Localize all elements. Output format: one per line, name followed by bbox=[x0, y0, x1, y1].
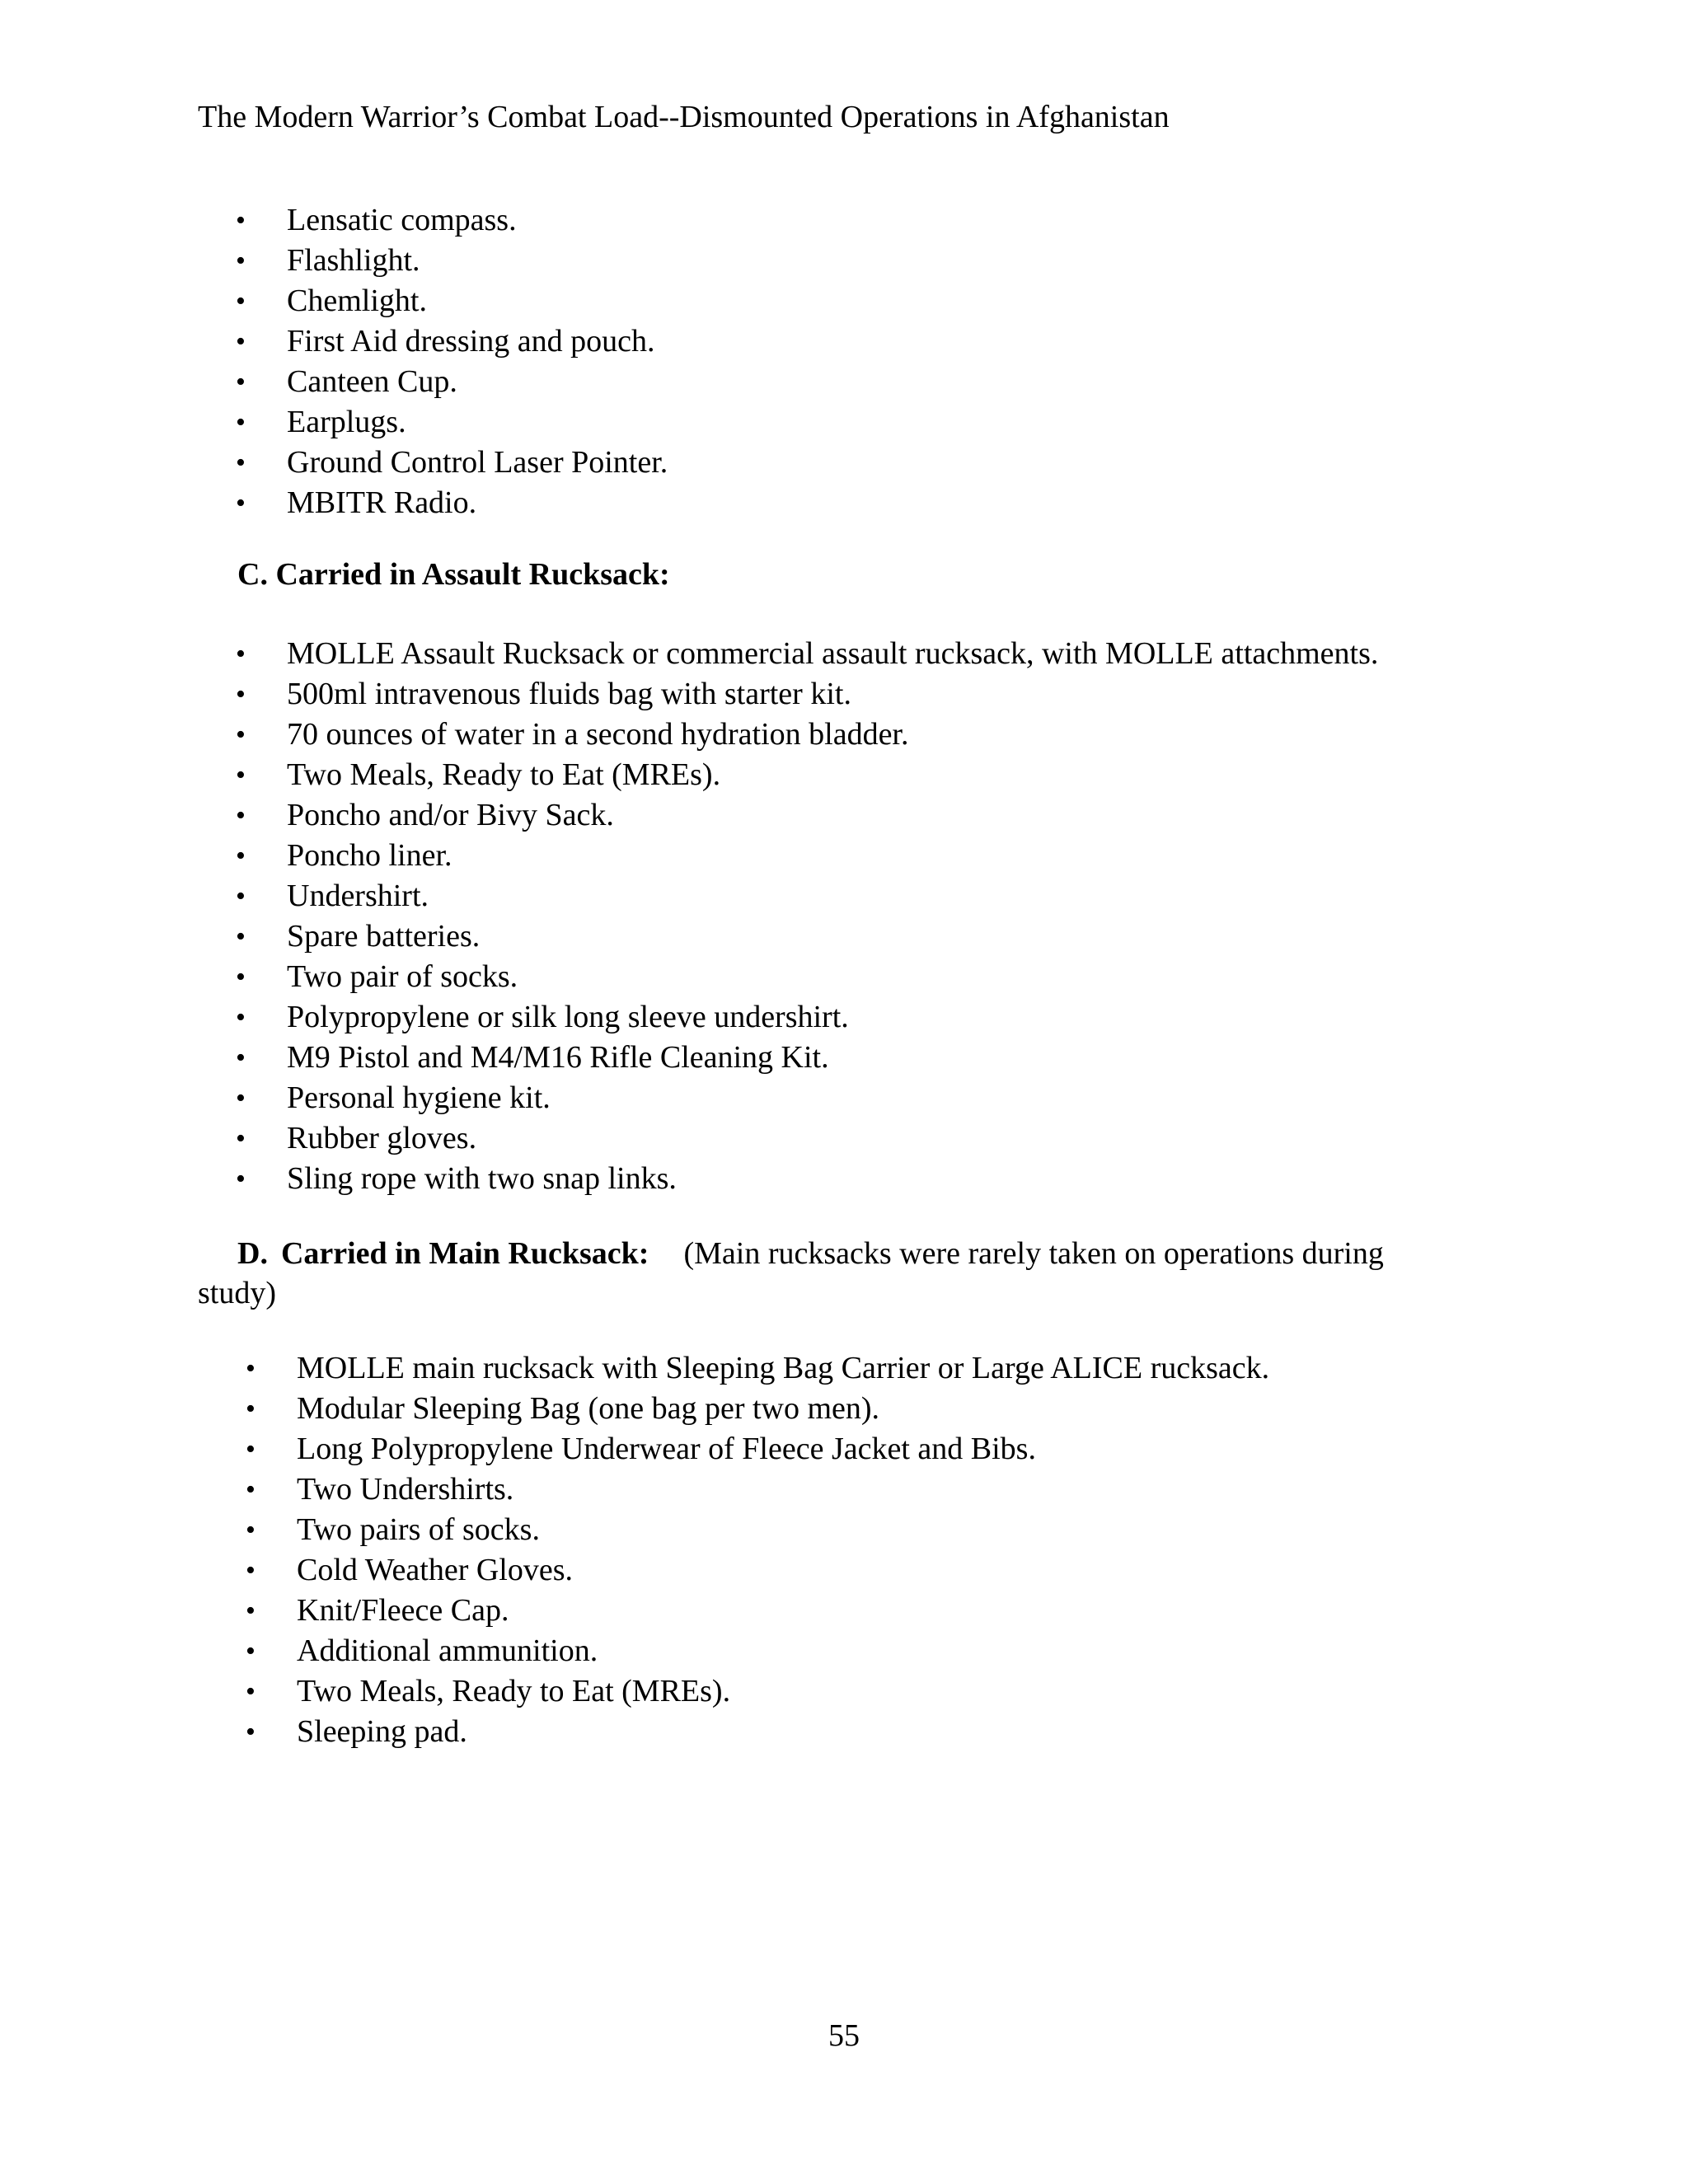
list-item-text: Two Meals, Ready to Eat (MREs). bbox=[297, 1674, 731, 1708]
bullet-icon: • bbox=[246, 1474, 256, 1505]
list-item-text: Sling rope with two snap links. bbox=[287, 1161, 677, 1196]
bullet-icon: • bbox=[236, 246, 246, 276]
bullet-icon: • bbox=[236, 326, 246, 357]
list-item-text: Additional ammunition. bbox=[297, 1633, 598, 1668]
list-item-text: Two Meals, Ready to Eat (MREs). bbox=[287, 757, 721, 792]
list-item-text: MBITR Radio. bbox=[287, 485, 477, 520]
bullet-icon: • bbox=[246, 1434, 256, 1465]
bullet-icon: • bbox=[236, 1083, 246, 1113]
list-item-text: Two pairs of socks. bbox=[297, 1512, 540, 1547]
bullet-icon: • bbox=[236, 1002, 246, 1033]
section-d-letter: D. bbox=[237, 1236, 268, 1271]
list-item-text: Flashlight. bbox=[287, 243, 420, 278]
bullet-icon: • bbox=[236, 205, 246, 236]
list-item-text: MOLLE Assault Rucksack or commercial assault rucksack, with MOLLE attachments. bbox=[287, 636, 1379, 671]
bullet-icon: • bbox=[246, 1394, 256, 1424]
bullet-icon: • bbox=[236, 448, 246, 478]
list-item-text: Earplugs. bbox=[287, 405, 406, 439]
bullet-icon: • bbox=[246, 1676, 256, 1707]
list-item-text: Ground Control Laser Pointer. bbox=[287, 445, 668, 480]
list-item-text: Spare batteries. bbox=[287, 919, 481, 954]
bullet-icon: • bbox=[236, 881, 246, 912]
list-item-text: Two pair of socks. bbox=[287, 959, 518, 994]
bullet-icon: • bbox=[236, 286, 246, 316]
list-item-text: Personal hygiene kit. bbox=[287, 1080, 551, 1115]
bullet-icon: • bbox=[246, 1636, 256, 1666]
section-c-heading: C. Carried in Assault Rucksack: bbox=[237, 557, 670, 592]
list-item-text: Chemlight. bbox=[287, 284, 427, 318]
list-item-text: Rubber gloves. bbox=[287, 1121, 477, 1155]
list-item-text: Canteen Cup. bbox=[287, 364, 457, 399]
list-item-text: Undershirt. bbox=[287, 879, 429, 913]
section-d-title: Carried in Main Rucksack: bbox=[280, 1236, 649, 1271]
bullet-icon: • bbox=[236, 1043, 246, 1073]
section-d-note-continuation: study) bbox=[198, 1276, 276, 1310]
list-item-text: Two Undershirts. bbox=[297, 1472, 514, 1507]
bullet-icon: • bbox=[246, 1596, 256, 1626]
list-item-text: Poncho and/or Bivy Sack. bbox=[287, 798, 614, 832]
list-item-text: Modular Sleeping Bag (one bag per two men). bbox=[297, 1391, 880, 1426]
bullet-icon: • bbox=[236, 962, 246, 992]
bullet-icon: • bbox=[236, 1164, 246, 1194]
bullet-icon: • bbox=[246, 1353, 256, 1384]
bullet-icon: • bbox=[236, 760, 246, 790]
bullet-icon: • bbox=[246, 1555, 256, 1586]
list-item-text: 500ml intravenous fluids bag with starter kit. bbox=[287, 677, 851, 711]
list-item-text: MOLLE main rucksack with Sleeping Bag Carrier or Large ALICE rucksack. bbox=[297, 1351, 1270, 1385]
bullet-icon: • bbox=[236, 1123, 246, 1154]
bullet-icon: • bbox=[236, 800, 246, 831]
bullet-icon: • bbox=[246, 1717, 256, 1747]
bullet-icon: • bbox=[236, 921, 246, 952]
bullet-icon: • bbox=[246, 1515, 256, 1545]
page-header-title: The Modern Warrior’s Combat Load--Dismounted Operations in Afghanistan bbox=[198, 100, 1170, 134]
list-item-text: Sleeping pad. bbox=[297, 1714, 467, 1749]
bullet-icon: • bbox=[236, 407, 246, 438]
bullet-icon: • bbox=[236, 719, 246, 750]
list-item-text: Poncho liner. bbox=[287, 838, 452, 873]
list-item-text: First Aid dressing and pouch. bbox=[287, 324, 655, 359]
section-d-heading-paragraph bbox=[198, 1234, 1459, 1313]
page-number: 55 bbox=[828, 2018, 860, 2053]
list-item-text: Long Polypropylene Underwear of Fleece Jacket and Bibs. bbox=[297, 1432, 1036, 1466]
bullet-icon: • bbox=[236, 488, 246, 518]
list-item-text: Lensatic compass. bbox=[287, 203, 517, 237]
list-item-text: Cold Weather Gloves. bbox=[297, 1553, 574, 1587]
bullet-icon: • bbox=[236, 639, 246, 669]
section-d-heading-line bbox=[198, 1234, 1459, 1273]
bullet-icon: • bbox=[236, 841, 246, 871]
list-item-text: 70 ounces of water in a second hydration bladder. bbox=[287, 717, 909, 752]
list-item-text: Knit/Fleece Cap. bbox=[297, 1593, 509, 1628]
bullet-icon: • bbox=[236, 679, 246, 710]
list-item-text: M9 Pistol and M4/M16 Rifle Cleaning Kit. bbox=[287, 1040, 829, 1075]
section-d-note: (Main rucksacks were rarely taken on operations during bbox=[683, 1236, 1384, 1271]
list-item-text: Polypropylene or silk long sleeve undershirt. bbox=[287, 1000, 849, 1034]
bullet-icon: • bbox=[236, 367, 246, 397]
